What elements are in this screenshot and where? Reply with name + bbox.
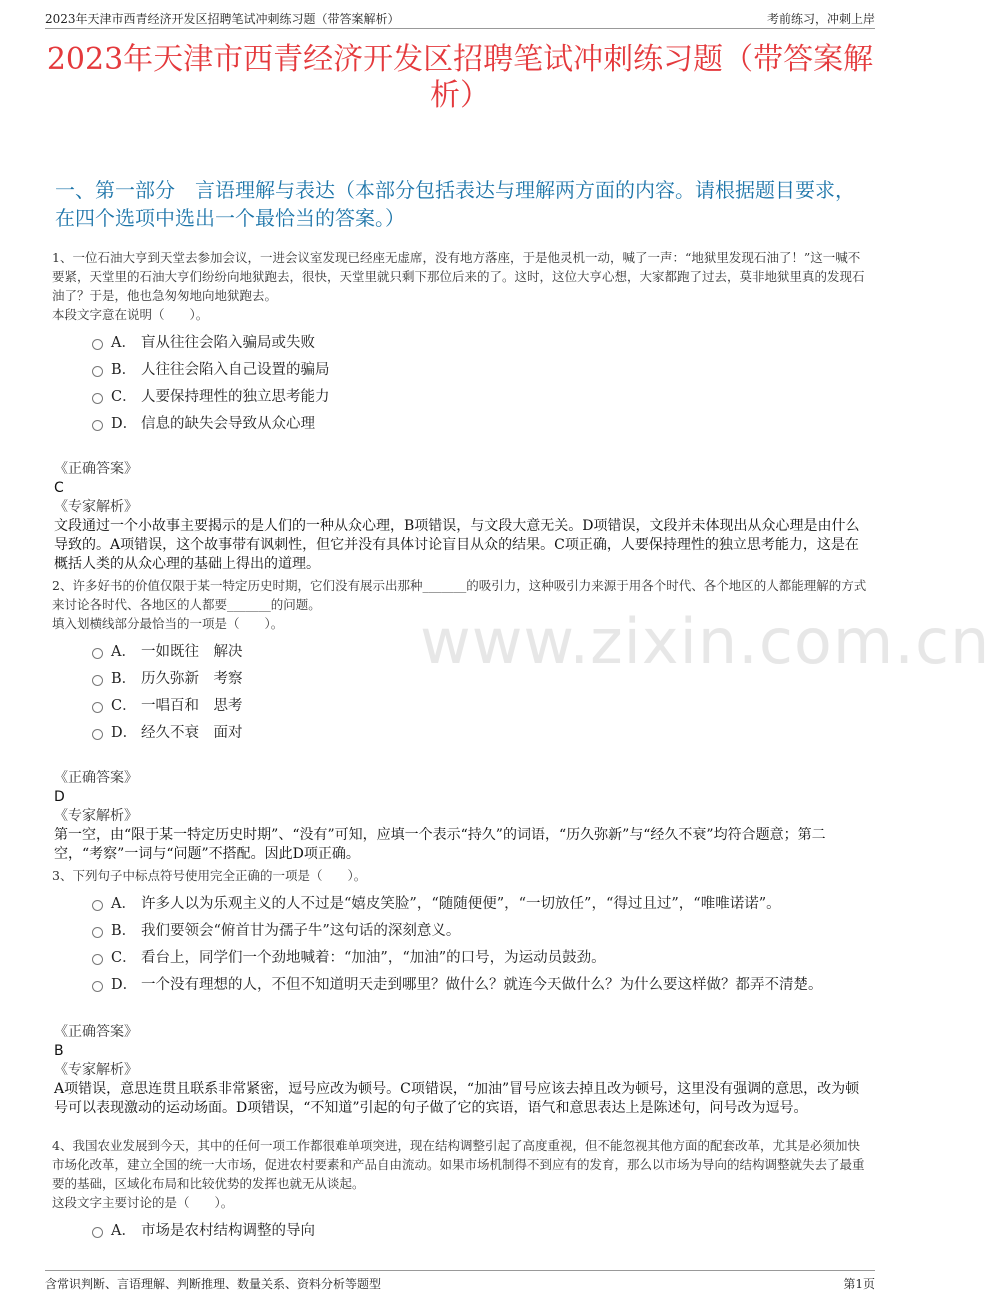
- option-text: 我们要领会“俯首甘为孺子牛”这句话的深刻意义。: [141, 923, 461, 939]
- option-list: [92, 637, 868, 745]
- option-text: 一如既往 解决: [141, 644, 243, 660]
- explanation-text: A项错误，意思连贯且联系非常紧密，逗号应改为顿号。C项错误，“加油”冒号应该去掉且改为顿号，这里没有强调的意思，改为顿号可以表现激动的运动场面。D项错误，“不知道”引起的句子做了它的宾语，语气和意思表达上是陈述句，问号改为逗号。: [54, 1081, 860, 1116]
- page-number: 第1页: [843, 1277, 875, 1291]
- radio-icon[interactable]: [92, 981, 103, 992]
- explanation-label: 《专家解析》: [54, 1062, 138, 1078]
- option-c[interactable]: [92, 943, 868, 970]
- answer-value: C: [54, 480, 64, 496]
- option-d[interactable]: [92, 970, 868, 997]
- radio-icon[interactable]: [92, 675, 103, 686]
- option-b[interactable]: [92, 916, 868, 943]
- explanation-text: 第一空，由“限于某一特定历史时期”、“没有”可知，应填一个表示“持久”的词语，“历久弥新”与“经久不衰”均符合题意；第二空，“考察”一词与“问题”不搭配。因此D项正确。: [54, 827, 826, 862]
- option-text: 经久不衰 面对: [141, 725, 243, 741]
- question-2: [52, 576, 868, 864]
- option-b[interactable]: [92, 355, 868, 382]
- option-text: 历久弥新 考察: [141, 671, 243, 687]
- radio-icon[interactable]: [92, 420, 103, 431]
- question-text: 3、下列句子中标点符号使用完全正确的一项是（ ）。: [52, 868, 367, 883]
- option-letter: D．: [111, 725, 138, 741]
- option-text: 一唱百和 思考: [141, 698, 243, 714]
- option-text: 一个没有理想的人，不但不知道明天走到哪里？做什么？就连今天做什么？为什么要这样做？都弄不清楚。: [141, 977, 823, 993]
- page-footer: [45, 1270, 875, 1293]
- option-letter: B．: [111, 362, 137, 378]
- option-text: 信息的缺失会导致从众心理: [141, 416, 315, 432]
- option-text: 许多人以为乐观主义的人不过是“嬉皮笑脸”，“随随便便”，“一切放任”，“得过且过”，“唯唯诺诺”。: [141, 896, 781, 912]
- option-d[interactable]: [92, 718, 868, 745]
- option-c[interactable]: [92, 382, 868, 409]
- option-list: [92, 1216, 868, 1243]
- radio-icon[interactable]: [92, 927, 103, 938]
- question-text: 4、我国农业发展到今天，其中的任何一项工作都很难单项突进，现在结构调整引起了高度重视，但不能忽视其他方面的配套改革，尤其是必须加快市场化改革，建立全国的统一大市场，促进农村要素和产品自由流动。如果市场机制得不到应有的发育，那么以市场为导向的结构调整就失去了最重要的基础，区域化布局和比较优势的发挥也就无从谈起。: [52, 1138, 865, 1191]
- option-letter: C．: [111, 698, 137, 714]
- section-heading: 一、第一部分 言语理解与表达（本部分包括表达与理解两方面的内容。请根据题目要求，在四个选项中选出一个最恰当的答案。）: [55, 178, 855, 230]
- option-letter: A．: [111, 335, 136, 351]
- watermark: www.zixin.com.cn: [420, 605, 990, 678]
- explanation-text: 文段通过一个小故事主要揭示的是人们的一种从众心理，B项错误，与文段大意无关。D项错误，文段并未体现出从众心理是由什么导致的。A项错误，这个故事带有讽刺性，但它并没有具体讨论盲目从众的结果。C项正确，人要保持理性的独立思考能力，这是在概括人类的从众心理的基础上得出的道理。: [54, 518, 860, 572]
- option-letter: D．: [111, 416, 138, 432]
- option-letter: A．: [111, 644, 136, 660]
- option-d[interactable]: [92, 409, 868, 436]
- option-text: 人往往会陷入自己设置的骗局: [141, 362, 330, 378]
- option-letter: A．: [111, 1223, 136, 1239]
- radio-icon[interactable]: [92, 729, 103, 740]
- option-a[interactable]: [92, 328, 868, 355]
- explanation-label: 《专家解析》: [54, 808, 138, 824]
- radio-icon[interactable]: [92, 339, 103, 350]
- question-3: [52, 866, 868, 1118]
- radio-icon[interactable]: [92, 393, 103, 404]
- radio-icon[interactable]: [92, 1227, 103, 1238]
- option-a[interactable]: [92, 637, 868, 664]
- option-text: 人要保持理性的独立思考能力: [141, 389, 330, 405]
- footer-topics: 含常识判断、言语理解、判断推理、数量关系、资料分析等题型: [45, 1277, 382, 1291]
- option-letter: B．: [111, 671, 137, 687]
- option-letter: B．: [111, 923, 137, 939]
- answer-label: 《正确答案》: [54, 770, 138, 786]
- question-4: [52, 1136, 868, 1243]
- option-b[interactable]: [92, 664, 868, 691]
- question-prompt: 本段文字意在说明（ ）。: [52, 307, 209, 322]
- option-list: [92, 889, 868, 997]
- option-text: 盲从往往会陷入骗局或失败: [141, 335, 315, 351]
- answer-value: B: [54, 1043, 64, 1059]
- question-text: 1、一位石油大亨到天堂去参加会议，一进会议室发现已经座无虚席，没有地方落座，于是他灵机一动，喊了一声：“地狱里发现石油了！”这一喊不要紧，天堂里的石油大亨们纷纷向地狱跑去，很快，天堂里就只剩下那位后来的了。这时，这位大亨心想，大家都跑了过去，莫非地狱里真的发现石油了？于是，他也急匆匆地向地狱跑去。: [52, 250, 865, 303]
- option-a[interactable]: [92, 1216, 868, 1243]
- header-doc-title: 2023年天津市西青经济开发区招聘笔试冲刺练习题（带答案解析）: [45, 12, 400, 26]
- radio-icon[interactable]: [92, 954, 103, 965]
- option-list: [92, 328, 868, 436]
- option-letter: C．: [111, 950, 137, 966]
- question-1: [52, 248, 868, 574]
- option-letter: D．: [111, 977, 138, 993]
- option-text: 看台上，同学们一个劲地喊着：“加油”，“加油”的口号，为运动员鼓劲。: [141, 950, 606, 966]
- radio-icon[interactable]: [92, 366, 103, 377]
- header-slogan: 考前练习，冲刺上岸: [766, 12, 875, 26]
- document-title: 2023年天津市西青经济开发区招聘笔试冲刺练习题（带答案解析）: [46, 42, 874, 113]
- explanation-label: 《专家解析》: [54, 499, 138, 515]
- question-text: 2、许多好书的价值仅限于某一特定历史时期，它们没有展示出那种_______的吸引力，这种吸引力来源于用各个时代、各个地区的人都能理解的方式来讨论各时代、各地区的人都要_______的问题。: [52, 578, 867, 612]
- option-text: 市场是农村结构调整的导向: [141, 1223, 315, 1239]
- radio-icon[interactable]: [92, 648, 103, 659]
- radio-icon[interactable]: [92, 900, 103, 911]
- question-prompt: 填入划横线部分最恰当的一项是（ ）。: [52, 616, 284, 631]
- question-prompt: 这段文字主要讨论的是（ ）。: [52, 1195, 234, 1210]
- page-header: [45, 8, 875, 29]
- radio-icon[interactable]: [92, 702, 103, 713]
- option-letter: C．: [111, 389, 137, 405]
- answer-label: 《正确答案》: [54, 1024, 138, 1040]
- option-c[interactable]: [92, 691, 868, 718]
- option-a[interactable]: [92, 889, 868, 916]
- option-letter: A．: [111, 896, 136, 912]
- answer-label: 《正确答案》: [54, 461, 138, 477]
- answer-value: D: [54, 789, 65, 805]
